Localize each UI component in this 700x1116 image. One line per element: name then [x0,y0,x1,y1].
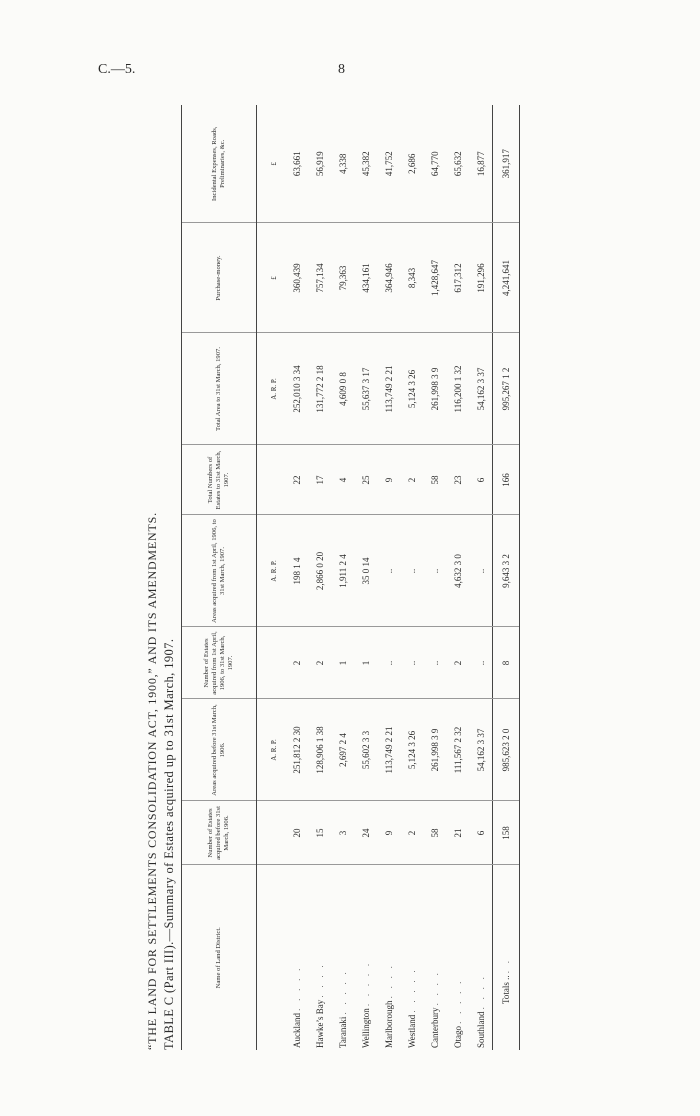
district-cell [446,865,469,1050]
cell-n-year: 1 [354,627,377,699]
column-header: Number of Estates acquired before 31st March, 1906. [182,801,257,865]
totals-label: Totals .. [501,975,511,1004]
leader-dots: . . . . [384,963,394,999]
cell-area-before: 111,567 2 32 [446,699,469,801]
cell-n-before: 21 [446,801,469,865]
cell-purchase: 360,439 [285,223,308,333]
unit-cell [257,865,286,1050]
cell-n-before: 15 [308,801,331,865]
cell-n-before: 3 [331,801,354,865]
cell-n-year: .. [377,627,400,699]
unit-cell [257,445,286,515]
cell-area-before: 113,749 2 21 [377,699,400,801]
cell-incidental: 63,661 [285,105,308,223]
cell-purchase: 8,343 [400,223,423,333]
table-row [423,105,446,1050]
cell-area-total: 261,998 3 9 [423,333,446,445]
table-row [285,105,308,1050]
column-header: Total Area to 31st March, 1907. [182,333,257,445]
district-cell [331,865,354,1050]
table-row [308,105,331,1050]
cell-n-before: 6 [469,801,493,865]
cell-incidental: 2,686 [400,105,423,223]
district-name: Otago [452,1026,463,1048]
table-row [469,105,493,1050]
cell-area-year: .. [423,515,446,627]
cell-n-total: 4 [331,445,354,515]
district-cell [400,865,423,1050]
column-header: Purchase-money. [182,223,257,333]
leader-dots: . . . . . [407,967,417,1013]
column-header: Number of Estates acquired from 1st April, 1906, to 31st March, 1907. [182,627,257,699]
cell-area-before: 128,906 1 38 [308,699,331,801]
leader-dots: . . . . . [338,969,348,1015]
district-name: Taranaki [337,1016,348,1048]
district-cell [469,865,493,1050]
district-name: Canterbury [429,1007,440,1048]
cell-purchase: 434,161 [354,223,377,333]
unit-cell: A. R. P. [257,699,286,801]
totals-row [493,105,520,1050]
table-row [400,105,423,1050]
table-row [331,105,354,1050]
cell-purchase: 617,312 [446,223,469,333]
total-cell: 166 [493,445,520,515]
cell-incidental: 45,382 [354,105,377,223]
district-name: Wellington [360,1008,371,1048]
cell-n-before: 24 [354,801,377,865]
cell-n-year: .. [423,627,446,699]
page-reference: C.—5. [98,62,136,77]
district-name: Hawke’s Bay [314,999,325,1048]
cell-n-total: 9 [377,445,400,515]
cell-n-year: 1 [331,627,354,699]
table-row [446,105,469,1050]
cell-n-year: 2 [285,627,308,699]
cell-purchase: 757,134 [308,223,331,333]
leader-dots: . . . . . [292,965,302,1011]
cell-area-year: 35 0 14 [354,515,377,627]
unit-cell: A. R. P. [257,515,286,627]
cell-purchase: 364,946 [377,223,400,333]
table-row [354,105,377,1050]
cell-incidental: 16,877 [469,105,493,223]
district-cell [308,865,331,1050]
cell-incidental: 41,752 [377,105,400,223]
cell-area-year: .. [469,515,493,627]
district-name: Marlborough [383,1000,394,1048]
cell-n-before: 20 [285,801,308,865]
cell-n-total: 22 [285,445,308,515]
column-header: Areas acquired from 1st April, 1906, to 31st March, 1907. [182,515,257,627]
unit-cell: £ [257,105,286,223]
cell-area-year: 4,632 3 0 [446,515,469,627]
cell-incidental: 64,770 [423,105,446,223]
column-header: Areas acquired before 31st March, 1906. [182,699,257,801]
rotated-table-page [145,105,511,1050]
column-header: Incidental Expenses, Roads, Preliminaries, &c. [182,105,257,223]
cell-n-year: .. [469,627,493,699]
cell-n-total: 23 [446,445,469,515]
leader-dots: . . [502,958,511,974]
total-cell: 995,267 1 2 [493,333,520,445]
district-cell [377,865,400,1050]
leader-dots: . . . . . [361,960,371,1006]
cell-purchase: 79,363 [331,223,354,333]
page-number: 8 [338,62,345,77]
total-cell: 8 [493,627,520,699]
total-cell: 4,241,641 [493,223,520,333]
leader-dots: . . . . [476,974,486,1010]
district-cell [423,865,446,1050]
column-header: Total Numbers of Estates to 31st March, 1907. [182,445,257,515]
column-header: Name of Land District. [182,865,257,1050]
cell-n-total: 2 [400,445,423,515]
cell-n-before: 58 [423,801,446,865]
cell-n-year: 2 [308,627,331,699]
totals-label-cell [493,865,520,1050]
cell-area-before: 251,812 2 30 [285,699,308,801]
district-name: Auckland [291,1013,302,1048]
cell-area-total: 4,609 0 8 [331,333,354,445]
cell-incidental: 65,632 [446,105,469,223]
cell-area-before: 54,162 3 37 [469,699,493,801]
cell-area-before: 2,697 2 4 [331,699,354,801]
cell-area-year: 1,911 2 4 [331,515,354,627]
table-title: “THE LAND FOR SETTLEMENTS CONSOLIDATION ACT, 1900,” AND ITS AMENDMENTS. [145,512,159,1050]
cell-n-total: 17 [308,445,331,515]
total-cell: 9,643 3 2 [493,515,520,627]
cell-incidental: 56,919 [308,105,331,223]
cell-area-total: 55,637 3 17 [354,333,377,445]
estates-summary-table [181,105,520,1050]
cell-n-before: 9 [377,801,400,865]
cell-area-before: 261,998 3 9 [423,699,446,801]
table-row [377,105,400,1050]
cell-area-before: 5,124 3 26 [400,699,423,801]
unit-cell [257,801,286,865]
cell-n-total: 6 [469,445,493,515]
cell-area-year: .. [400,515,423,627]
unit-cell: £ [257,223,286,333]
district-cell [354,865,377,1050]
leader-dots: . . . . [430,970,440,1006]
cell-area-year: 2,866 0 20 [308,515,331,627]
district-cell [285,865,308,1050]
cell-incidental: 4,338 [331,105,354,223]
unit-cell [257,627,286,699]
cell-n-total: 25 [354,445,377,515]
cell-n-total: 58 [423,445,446,515]
cell-area-total: 113,749 2 21 [377,333,400,445]
cell-area-year: 198 1 4 [285,515,308,627]
cell-area-total: 5,124 3 26 [400,333,423,445]
total-cell: 361,917 [493,105,520,223]
table-subtitle: TABLE C (Part III).—Summary of Estates acquired up to 31st March, 1907. [162,638,176,1050]
cell-n-before: 2 [400,801,423,865]
cell-area-total: 54,162 3 37 [469,333,493,445]
total-cell: 158 [493,801,520,865]
cell-area-total: 252,010 3 34 [285,333,308,445]
cell-area-year: .. [377,515,400,627]
leader-dots: . . . . [315,962,325,998]
cell-area-before: 55,602 3 3 [354,699,377,801]
cell-area-total: 131,772 2 18 [308,333,331,445]
cell-purchase: 1,428,647 [423,223,446,333]
unit-cell: A. R. P. [257,333,286,445]
cell-n-year: 2 [446,627,469,699]
leader-dots: . . . . . [453,978,463,1024]
units-row [257,105,286,1050]
district-name: Westland [406,1014,417,1048]
total-cell: 985,623 2 0 [493,699,520,801]
cell-area-total: 116,200 1 32 [446,333,469,445]
district-name: Southland [475,1011,486,1048]
table-header-row [182,105,257,1050]
cell-n-year: .. [400,627,423,699]
cell-purchase: 191,296 [469,223,493,333]
